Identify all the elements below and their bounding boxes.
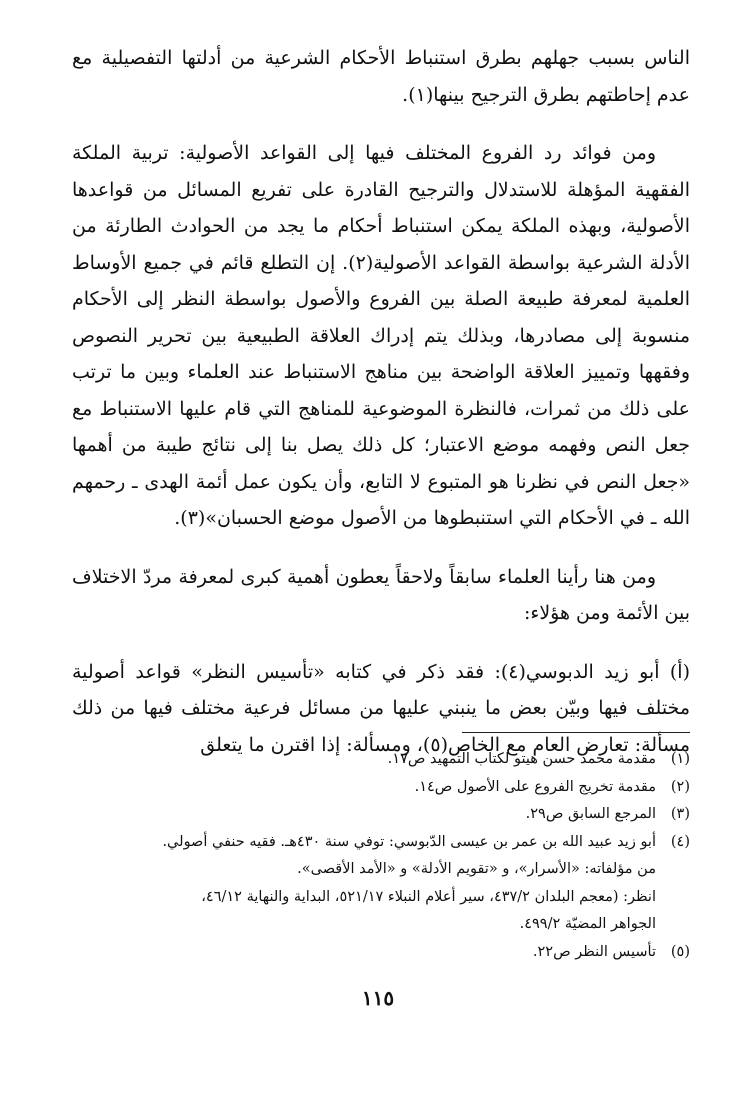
paragraph-1: الناس بسبب جهلهم بطرق استنباط الأحكام الشرعية من أدلتها التفصيلية مع عدم إحاطتهم بطرق الترجيح بينها(١). (72, 47, 690, 106)
footnotes (78, 746, 690, 966)
footnote-1 (78, 746, 690, 774)
footnote-text: أبو زيد عبيد الله بن عمر بن عيسى الدّبوسي: توفي سنة ٤٣٠هـ. فقيه حنفي أصولي. (162, 833, 656, 850)
footnote-3 (78, 801, 690, 829)
footnote-number: (١) (670, 751, 690, 767)
footnote-text: تأسيس النظر ص٢٢. (532, 943, 656, 960)
footnote-text: مقدمة محمد حسن هيتو لكتاب التمهيد ص١٧. (387, 751, 656, 767)
footnote-text: الجواهر المضيّة ٤٩٩/٢. (519, 916, 656, 932)
footnote-5 (78, 939, 690, 967)
footnote-separator (462, 732, 690, 733)
footnote-number: (٤) (670, 833, 690, 850)
page-number: ١١٥ (361, 986, 395, 1010)
footnote-4 (78, 829, 690, 939)
footnote-text: من مؤلفاته: «الأسرار»، و «تقويم الأدلة» و «الأمد الأقصى». (297, 861, 656, 877)
footnote-text: المرجع السابق ص٢٩. (525, 806, 656, 822)
footnote-number: (٥) (670, 943, 690, 960)
paragraph-4: (أ) أبو زيد الدبوسي(٤): فقد ذكر في كتابه «تأسيس النظر» قواعد أصولية مختلف فيها وبيّن بعض ما ينبني عليها من مسائل فرعية مختلف فيها من ذلك مسألة: تعارض العام مع الخاص(٥)، ومسألة: إذا اقترن ما يتعلق (72, 660, 690, 756)
footnote-number: (٢) (670, 778, 690, 795)
paragraph-2: ومن فوائد رد الفروع المختلف فيها إلى القواعد الأصولية: تربية الملكة الفقهية المؤهلة للاستدلال والترجيح القادرة على تفريع المسائل من قواعدها الأصولية، وبهذه الملكة يمكن استنباط أحكام ما يجد من الحوادث الطارئة من الأدلة الشرعية بواسطة القواعد الأصولية(٢). إن التطلع قائم في جميع الأوساط العلمية لمعرفة طبيعة الصلة بين الفروع والأصول بواسطة النظر إلى الأحكام منسوبة إلى مصادرها، وبذلك يتم إدراك العلاقة الطبيعية بين تحرير النصوص وفقهها وتمييز العلاقة الواضحة بين مناهج الاستنباط عند العلماء وبين ما ترتب على ذلك من ثمرات، فالنظرة الموضوعية للمناهج التي قام عليها الاستنباط مع جعل النص وفهمه موضع الاعتبار؛ كل ذلك يصل بنا إلى نتائج طيبة من أهمها «جعل النص في نظرنا هو المتبوع لا التابع، وأن يكون عمل أئمة الهدى ـ رحمهم الله ـ في الأحكام التي استنبطوها من الأصول موضع الحسبان»(٣). (72, 142, 690, 529)
footnote-number: (٣) (670, 806, 690, 822)
footnote-text: مقدمة تخريج الفروع على الأصول ص١٤. (414, 778, 656, 795)
footnote-2 (78, 774, 690, 802)
main-text (72, 40, 690, 785)
paragraph-3: ومن هنا رأينا العلماء سابقاً ولاحقاً يعطون أهمية كبرى لمعرفة مردّ الاختلاف بين الأئمة ومن هؤلاء: (72, 565, 690, 624)
footnote-text: انظر: (معجم البلدان ٤٣٧/٢، سير أعلام النبلاء ٥٢١/١٧، البداية والنهاية ٤٦/١٢، (201, 888, 656, 905)
